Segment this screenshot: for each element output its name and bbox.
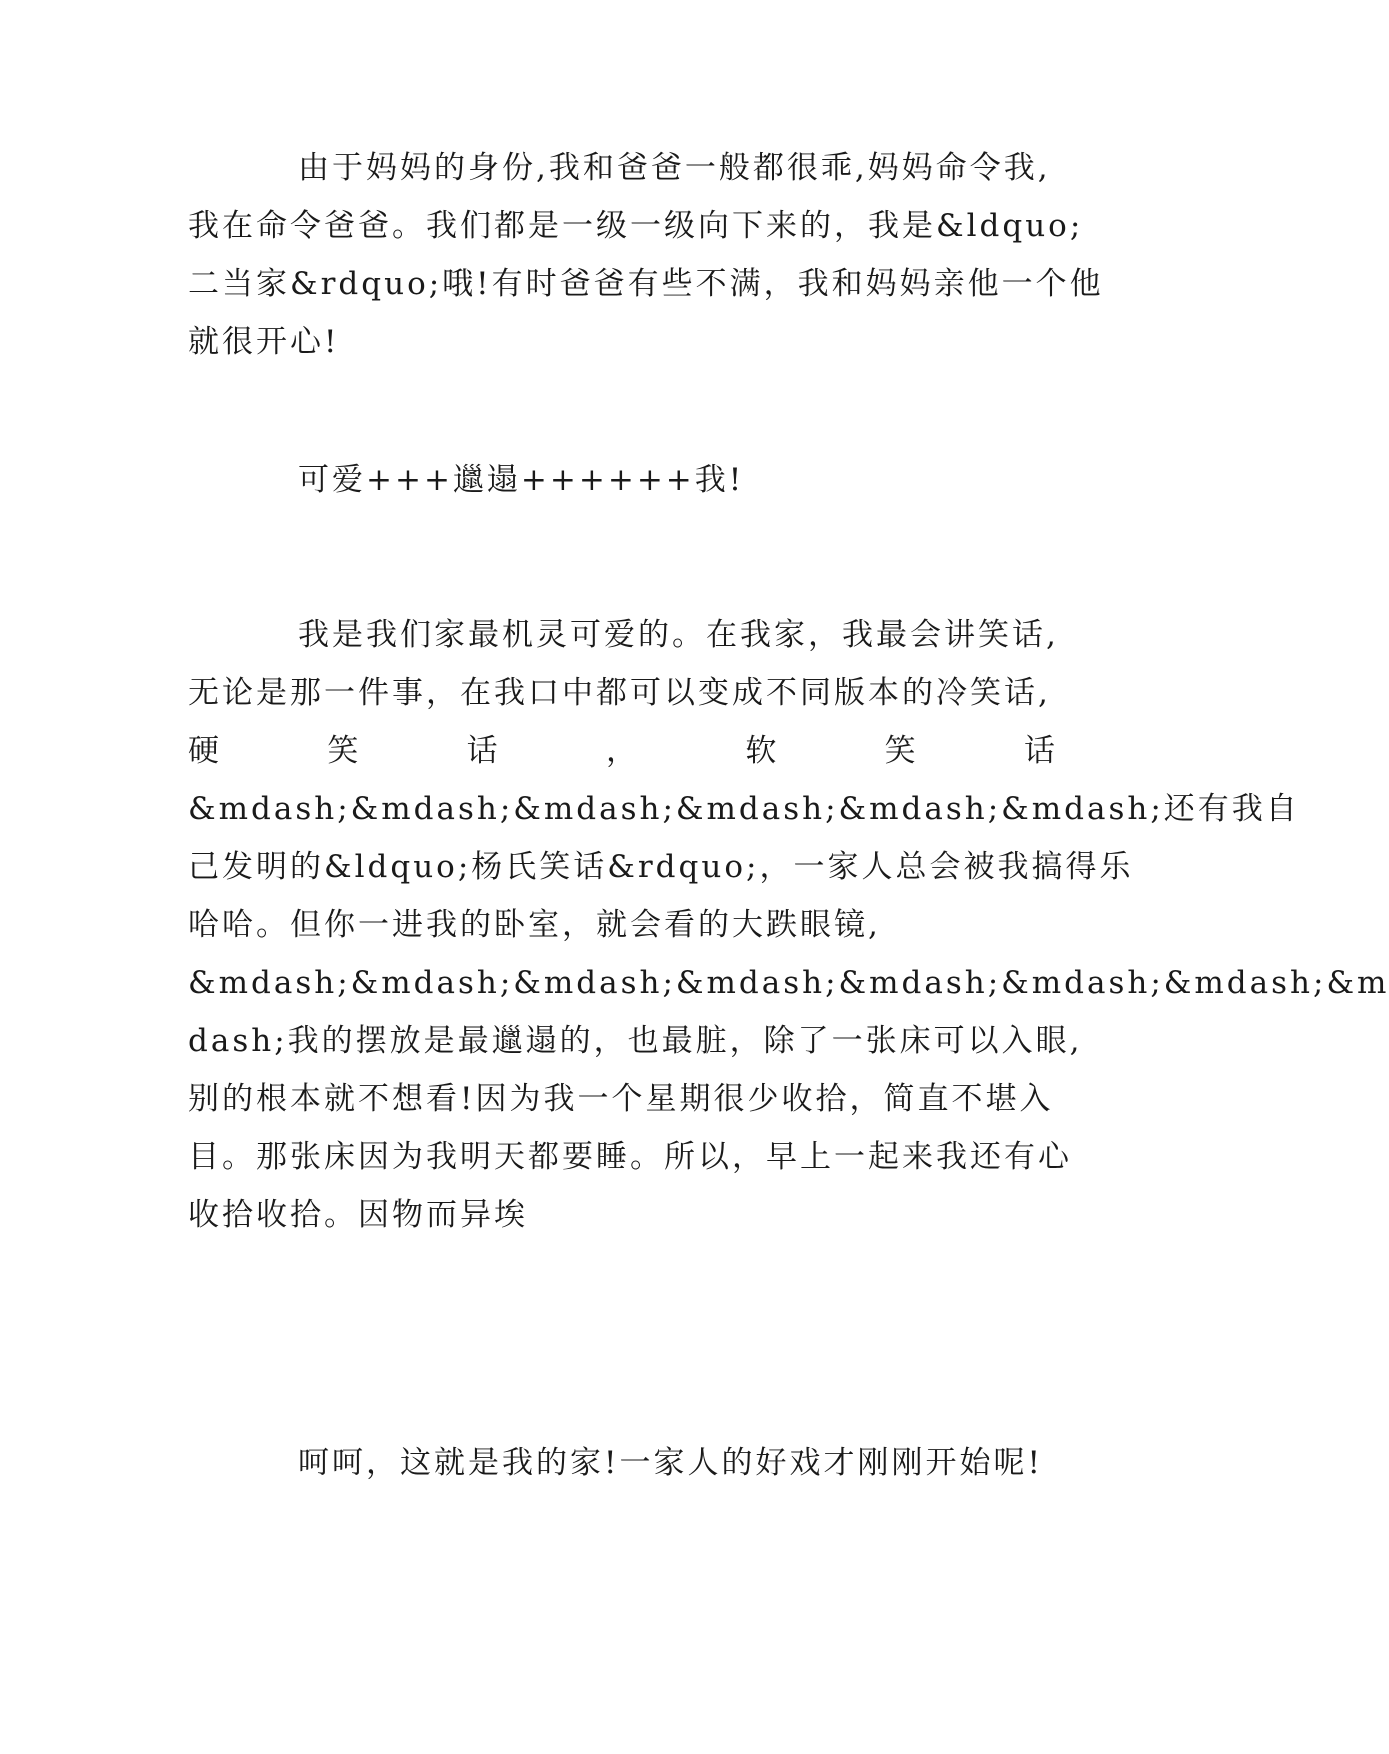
paragraph-line: 由于妈妈的身份,我和爸爸一般都很乖,妈妈命令我, [298,150,1051,186]
paragraph-line: 哈哈。但你一进我的卧室，就会看的大跌眼镜, [188,907,881,943]
spread-char: 话 [1023,733,1058,769]
paragraph-line: &mdash;&mdash;&mdash;&mdash;&mdash;&mdash;&mdash;&m [188,965,1389,1001]
spread-char: 软 [745,733,780,769]
paragraph-line: &mdash;&mdash;&mdash;&mdash;&mdash;&mdash;还有我自 [188,791,1300,827]
paragraph-line: 我是我们家最机灵可爱的。在我家，我最会讲笑话, [298,617,1059,653]
paragraph-line: 可爱+++邋遢++++++我! [298,462,745,498]
spread-char: 话 [466,733,501,769]
paragraph-line: 收拾收拾。因物而异埃 [188,1197,528,1233]
paragraph-line: 别的根本就不想看!因为我一个星期很少收拾，简直不堪入 [188,1081,1054,1117]
paragraph-line: 二当家&rdquo;哦!有时爸爸有些不满，我和妈妈亲他一个他 [188,266,1104,302]
paragraph-2 [188,451,1058,509]
paragraph-line: 就很开心! [188,324,340,360]
paragraph-3 [188,606,1389,1244]
paragraph-line: 呵呵，这就是我的家!一家人的好戏才刚刚开始呢! [298,1445,1043,1481]
paragraph-4 [188,1434,1058,1492]
paragraph-line: 我在命令爸爸。我们都是一级一级向下来的，我是&ldquo; [188,208,1084,244]
paragraph-1 [188,139,1104,371]
paragraph-line: 目。那张床因为我明天都要睡。所以，早上一起来我还有心 [188,1139,1072,1175]
paragraph-line: 无论是那一件事，在我口中都可以变成不同版本的冷笑话, [188,675,1051,711]
spread-char: 硬 [188,733,222,769]
spread-char: 笑 [327,733,362,769]
spread-char: 笑 [884,733,919,769]
paragraph-line: dash;我的摆放是最邋遢的，也最脏，除了一张床可以入眼, [188,1023,1083,1059]
spread-paragraph-line [188,722,1058,780]
spread-char: ， [605,733,640,769]
paragraph-line: 己发明的&ldquo;杨氏笑话&rdquo;，一家人总会被我搞得乐 [188,849,1134,885]
